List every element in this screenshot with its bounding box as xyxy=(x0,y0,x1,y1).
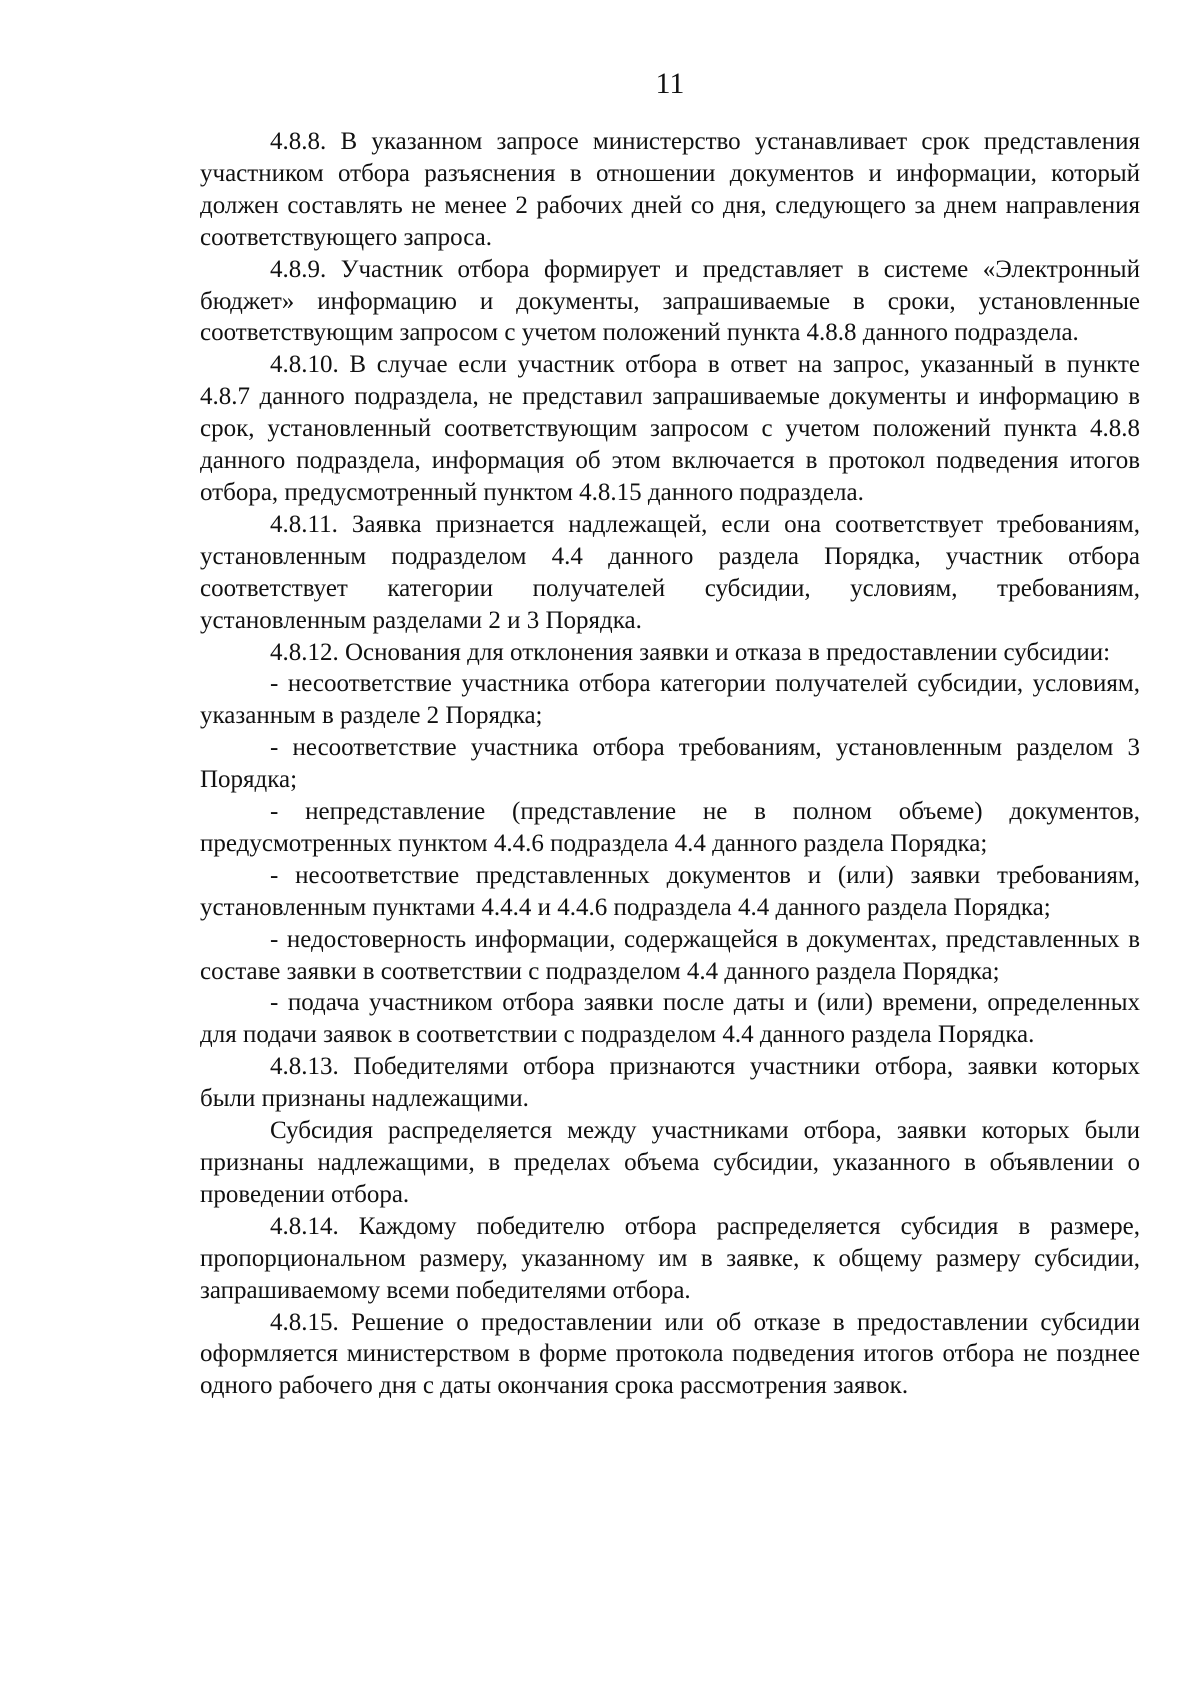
paragraph-4-8-8: 4.8.8. В указанном запросе министерство устанавливает срок представления участником отбора разъяснения в отношении документов и информации, который должен составлять не менее 2 рабочих дней со дня, следующего за днем направления соответствующего запроса. xyxy=(200,128,1140,251)
paragraph-4-8-14: 4.8.14. Каждому победителю отбора распределяется субсидия в размере, пропорциональном размеру, указанному им в заявке, к общему размеру субсидии, запрашиваемому всеми победителями отбора. xyxy=(200,1212,1140,1304)
list-item-rejection-ground: - недостоверность информации, содержащейся в документах, представленных в составе заявки в соответствии с подразделом 4.4 данного раздела Порядка; xyxy=(200,925,1140,985)
list-item-rejection-ground: - несоответствие участника отбора требованиям, установленным разделом 3 Порядка; xyxy=(200,734,1140,794)
paragraph-4-8-10: 4.8.10. В случае если участник отбора в ответ на запрос, указанный в пункте 4.8.7 данного подраздела, не представил запрашиваемые документы и информацию в срок, установленный соответствующим запросом с учетом положений пункта 4.8.8 данного подраздела, информация об этом включается в протокол подведения итогов отбора, предусмотренный пунктом 4.8.15 данного подраздела. xyxy=(200,351,1140,506)
paragraph-subsidy-distribution: Субсидия распределяется между участниками отбора, заявки которых были признаны надлежащими, в пределах объема субсидии, указанного в объявлении о проведении отбора. xyxy=(200,1117,1140,1208)
paragraph-4-8-13: 4.8.13. Победителями отбора признаются участники отбора, заявки которых были признаны надлежащими. xyxy=(200,1053,1140,1113)
paragraph-4-8-12: 4.8.12. Основания для отклонения заявки и отказа в предоставлении субсидии: xyxy=(270,638,1111,666)
page-number: 11 xyxy=(655,67,685,100)
list-item-rejection-ground: - несоответствие представленных документов и (или) заявки требованиям, установленным пунктами 4.4.4 и 4.4.6 подраздела 4.4 данного раздела Порядка; xyxy=(200,861,1140,921)
paragraph-4-8-9: 4.8.9. Участник отбора формирует и представляет в системе «Электронный бюджет» информацию и документы, запрашиваемые в сроки, установленные соответствующим запросом с учетом положений пункта 4.8.8 данного подраздела. xyxy=(200,255,1140,347)
list-item-rejection-ground: - непредставление (представление не в полном объеме) документов, предусмотренных пунктом 4.4.6 подраздела 4.4 данного раздела Порядка; xyxy=(200,798,1140,857)
list-item-rejection-ground: - несоответствие участника отбора категории получателей субсидии, условиям, указанным в разделе 2 Порядка; xyxy=(200,670,1140,730)
list-item-rejection-ground: - подача участником отбора заявки после даты и (или) времени, определенных для подачи заявок в соответствии с подразделом 4.4 данного раздела Порядка. xyxy=(200,989,1140,1049)
paragraph-4-8-15: 4.8.15. Решение о предоставлении или об отказе в предоставлении субсидии оформляется министерством в форме протокола подведения итогов отбора не позднее одного рабочего дня с даты окончания срока рассмотрения заявок. xyxy=(200,1308,1140,1400)
paragraph-4-8-11: 4.8.11. Заявка признается надлежащей, если она соответствует требованиям, установленным подразделом 4.4 данного раздела Порядка, участник отбора соответствует категории получателей субсидии, условиям, требованиям, установленным разделами 2 и 3 Порядка. xyxy=(200,510,1140,634)
document-body xyxy=(200,126,1140,1402)
